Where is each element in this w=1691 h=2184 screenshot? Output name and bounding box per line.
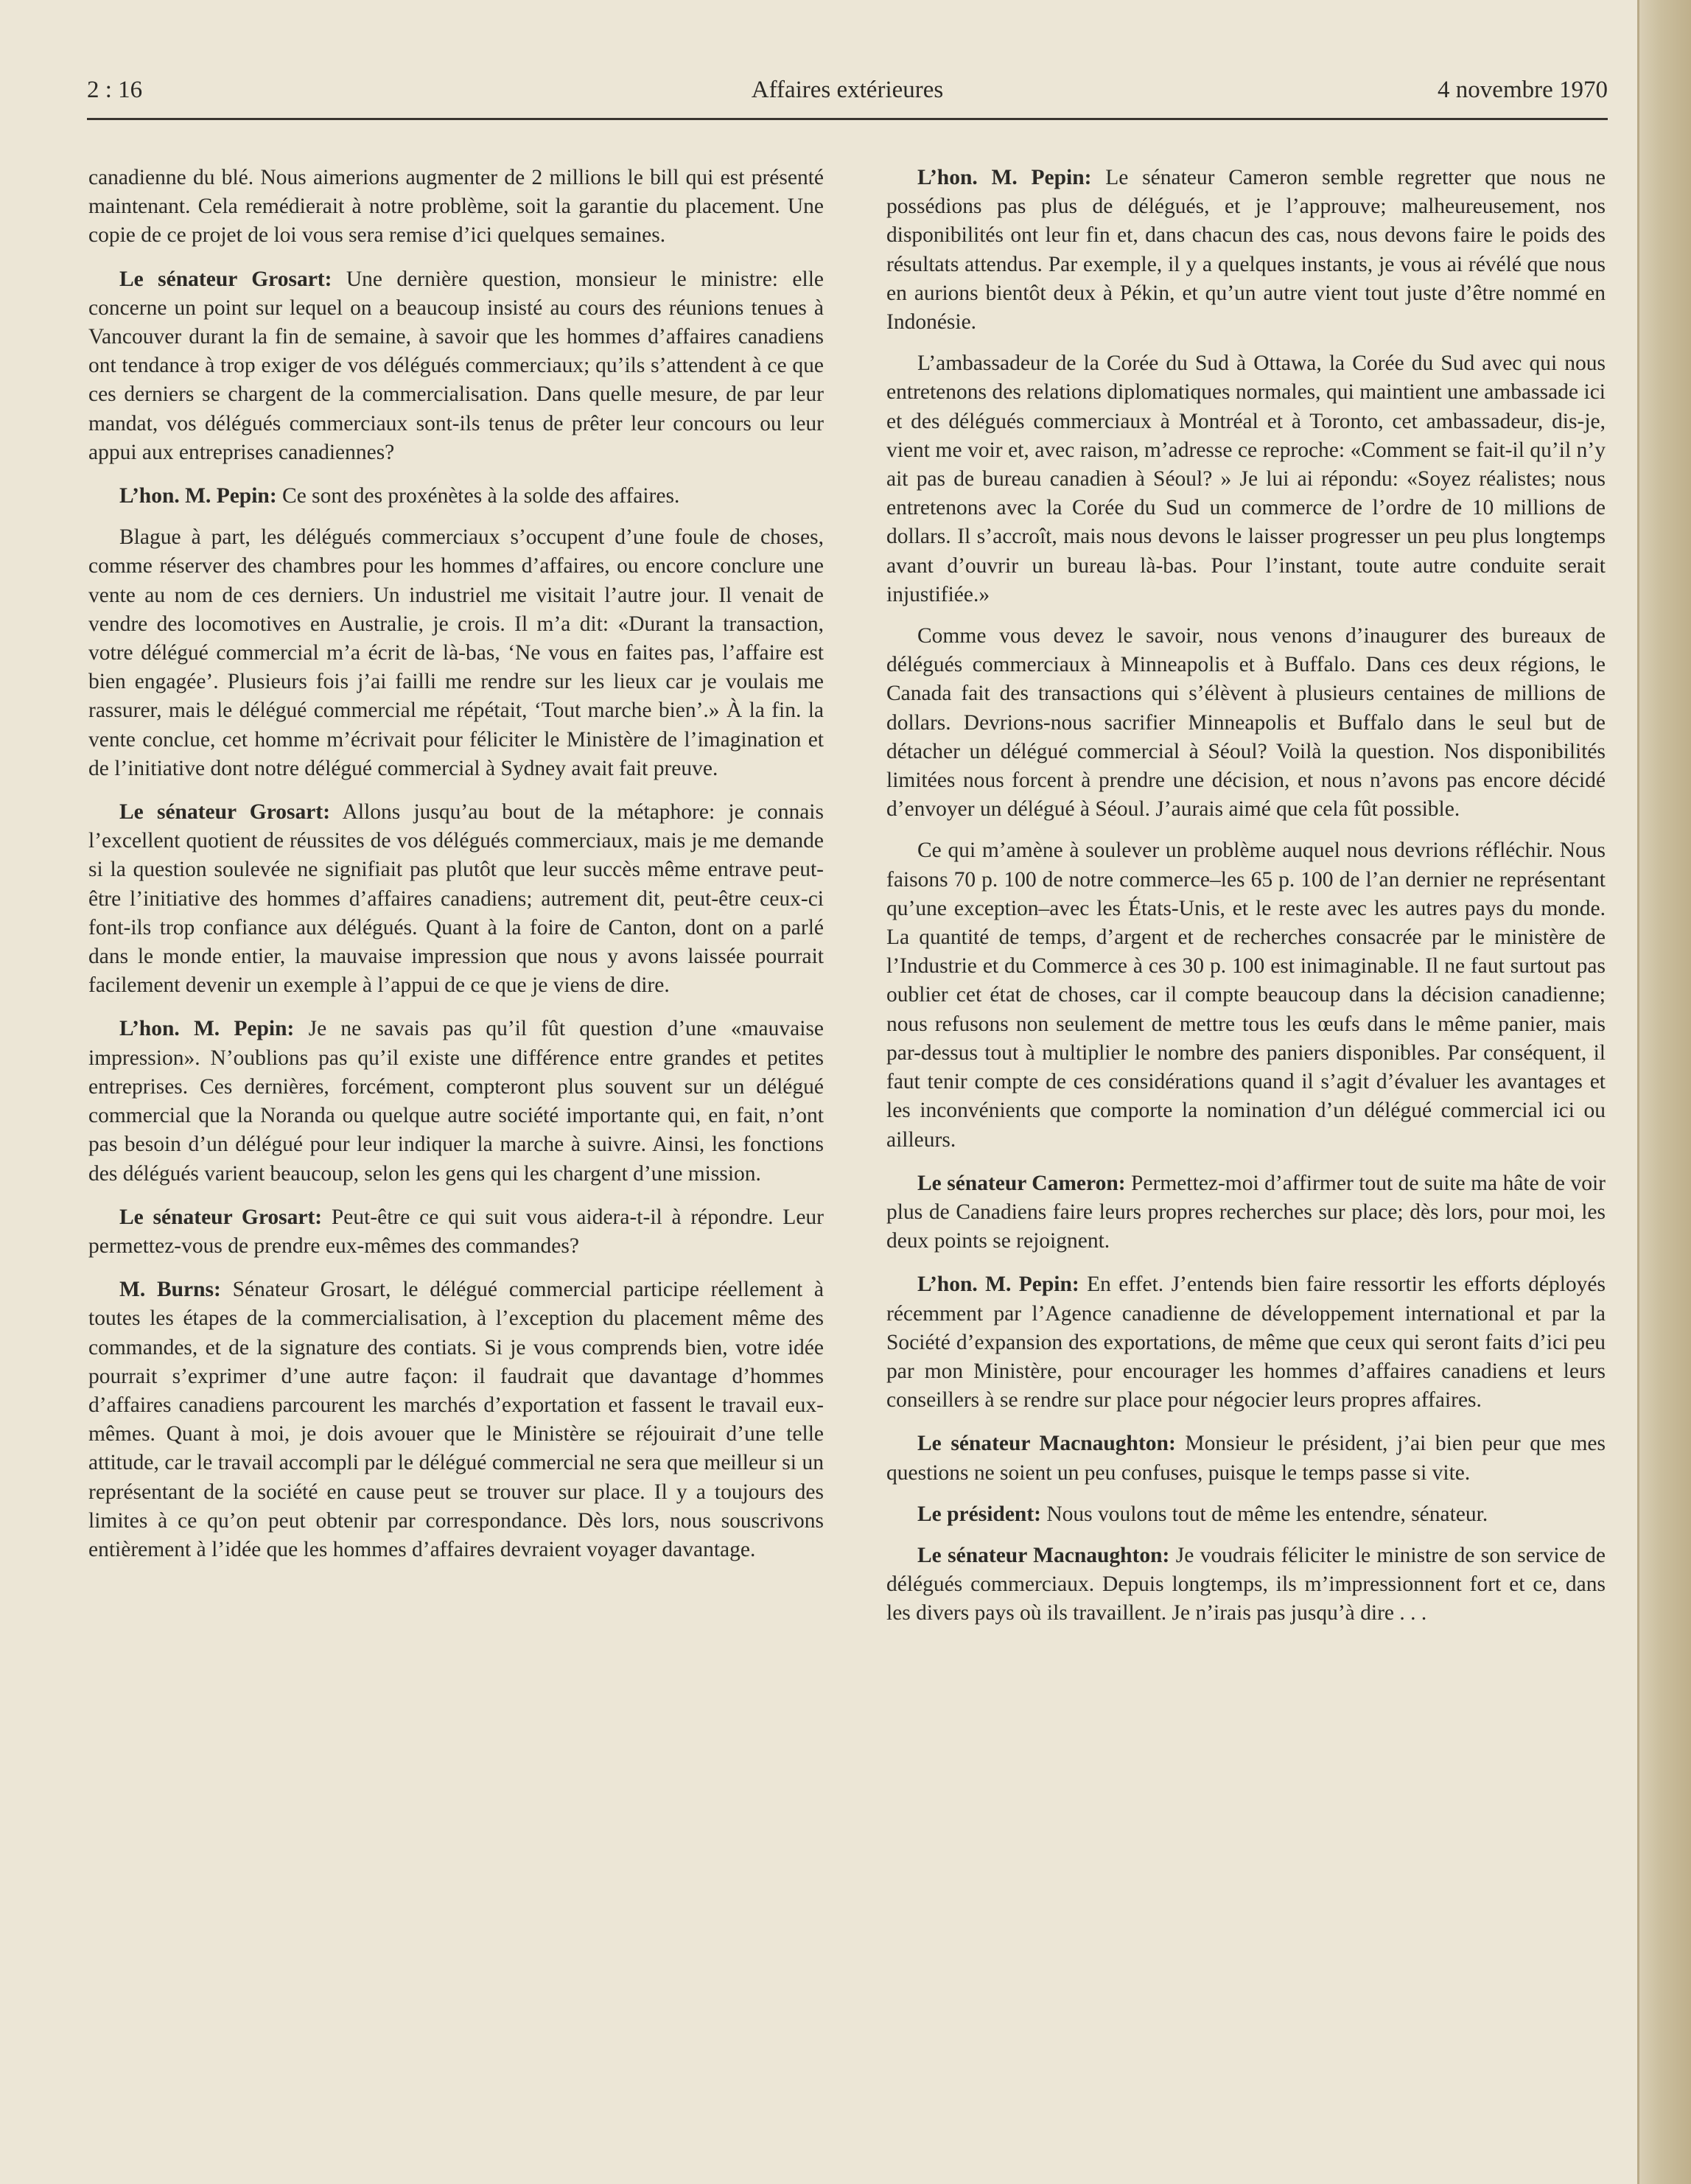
paragraph-text: canadienne du blé. Nous aimerions augmenter de 2 millions le bill qui est présenté maintenant. Cela remédierait à notre problème, soit la garantie du placement. Une copie de ce projet de loi vous sera remise d’ici quelques semaines.: [88, 166, 824, 248]
paragraph: [88, 1015, 824, 1188]
paragraph: [88, 265, 824, 467]
paragraph: [88, 164, 824, 251]
paragraph-text: Blague à part, les délégués commerciaux s’occupent d’une foule de choses, comme réserver des chambres pour les hommes d’affaires, ou encore conclure une vente au nom de ces derniers. Un industriel me visitait l’autre jour. Il venait de vendre des locomotives en Australie, je crois. Il m’a dit: «Durant la transaction, votre délégué commercial m’a écrit de là-bas, ‘Ne vous en faites pas, l’affaire est bien engagée’. Plusieurs fois j’ai failli me rendre sur les lieux car je voulais me rassurer, mais le délégué commercial me répétait, ‘Tout marche bien’.» À la fin. la vente conclue, cet homme m’écrivait pour féliciter le Ministère de l’imagination et de l’initiative dont notre délégué commercial à Sydney avait fait preuve.: [88, 525, 824, 780]
paragraph: [886, 164, 1606, 337]
speaker-name: L’hon. M. Pepin:: [119, 1017, 295, 1041]
paragraph-text: L’ambassadeur de la Corée du Sud à Ottawa, la Corée du Sud avec qui nous entretenons des relations diplomatiques normales, qui maintient une ambassade ici et des délégués commerciaux à Montréal et à Toronto, cet ambassadeur, dis-je, vient me voir et, avec raison, m’adresse ce reproche: «Comment se fait-il qu’il n’y ait pas de bureau canadien à Séoul? » Je lui ai répondu: «Soyez réalistes; nous entretenons avec la Corée du Sud un commerce de l’ordre de 10 millions de dollars. Il s’accroît, mais nous devons le laisser progresser un peu plus longtemps avant d’ouvrir un bureau là-bas. Pour l’instant, toute autre conduite serait injustifiée.»: [886, 351, 1606, 606]
speaker-name: Le sénateur Cameron:: [917, 1171, 1126, 1195]
speaker-name: Le sénateur Grosart:: [119, 1205, 323, 1229]
paragraph: [886, 349, 1606, 609]
paragraph-text: Peut-être ce qui suit vous aidera-t-il à répondre. Leur permettez-vous de prendre eux-mêmes des commandes?: [88, 1205, 824, 1258]
left-column: [88, 164, 824, 1577]
paragraph: [886, 1500, 1606, 1529]
paragraph: [886, 1169, 1606, 1256]
right-column: [886, 164, 1606, 1641]
paragraph-text: Comme vous devez le savoir, nous venons d’inaugurer des bureaux de délégués commerciaux à Minneapolis et à Buffalo. Dans ces deux régions, le Canada fait des transactions qui s’élèvent à plusieurs centaines de millions de dollars. Devrions-nous sacrifier Minneapolis et Buffalo dans le seul but de détacher un délégué commercial à Séoul? Voilà la question. Nos disponibilités limitées nous forcent à prendre une décision, et nous n’avons pas encore décidé d’envoyer un délégué à Séoul. J’aurais aimé que cela fût possible.: [886, 624, 1606, 822]
speaker-name: M. Burns:: [119, 1278, 221, 1302]
paragraph: [886, 1541, 1606, 1628]
paragraph: [88, 482, 824, 511]
paragraph: [88, 1275, 824, 1564]
speaker-name: Le président:: [917, 1502, 1041, 1526]
paragraph: [88, 523, 824, 783]
speaker-name: L’hon. M. Pepin:: [917, 1273, 1079, 1297]
paragraph-text: Ce qui m’amène à soulever un problème auquel nous devrions réfléchir. Nous faisons 70 p. 100 de notre commerce–les 65 p. 100 de l’an dernier ne représentant qu’une exception–avec les États-Unis, et le reste avec les autres pays du monde. La quantité de temps, d’argent et de recherches consacrée par le ministère de l’Industrie et du Commerce à ces 30 p. 100 est inimaginable. Il ne faut surtout pas oublier cet état de choses, car il compte beaucoup dans la décision canadienne; nous refusons non seulement de mettre tous les œufs dans le même panier, mais par-dessus tout à multiplier le nombre des paniers disponibles. Par conséquent, il faut tenir compte de ces considérations quand il s’agit d’évaluer les avantages et les inconvénients que comporte la nomination d’un délégué commercial ici ou ailleurs.: [886, 839, 1606, 1152]
publication-title: Affaires extérieures: [751, 77, 944, 103]
paragraph-text: Allons jusqu’au bout de la métaphore: je connais l’excellent quotient de réussites de vos délégués commerciaux, mais je me demande si la question soulevée ne signifiait pas plutôt que leur succès même entrave peut-être l’initiative des hommes d’affaires canadiens; autrement dit, peut-être ceux-ci font-ils trop confiance aux délégués. Quant à la foire de Canton, dont on a parlé dans le monde entier, la mauvaise impression que nous y avons laissée pourrait facilement devenir un exemple à l’appui de ce que je viens de dire.: [88, 800, 824, 998]
page-number: 2 : 16: [87, 77, 143, 103]
paragraph: [886, 622, 1606, 824]
paragraph-text: En effet. J’entends bien faire ressortir les efforts déployés récemment par l’Agence canadienne de développement international et par la Société d’expansion des exportations, de même que ceux qui seront faits d’ici peu par mon Ministère, pour encourager les hommes d’affaires canadiens et leurs conseillers à se rendre sur place pour négocier leurs propres affaires.: [886, 1273, 1606, 1413]
speaker-name: L’hon. M. Pepin:: [917, 166, 1092, 189]
header-rule: [87, 118, 1608, 120]
issue-date: 4 novembre 1970: [1438, 77, 1608, 103]
running-header: [87, 77, 1608, 121]
speaker-name: Le sénateur Grosart:: [119, 800, 331, 825]
paragraph-text: Permettez-moi d’affirmer tout de suite ma hâte de voir plus de Canadiens faire leurs propres recherches sur place; dès lors, pour moi, les deux points se rejoignent.: [886, 1171, 1606, 1253]
paragraph: [88, 798, 824, 1000]
speaker-name: L’hon. M. Pepin:: [119, 484, 277, 508]
paragraph-text: Sénateur Grosart, le délégué commercial participe réellement à toutes les étapes de la commercialisation, à l’exception du placement même des commandes, et de la signature des contiats. Si je vous comprends bien, votre idée pourrait s’exprimer d’une autre façon: il faudrait que davantage d’hommes d’affaires canadiens parcourent les marchés d’exportation et fassent le travail eux-mêmes. Quant à moi, je dois avouer que le Ministère se réjouirait d’une telle attitude, car le travail accompli par le délégué commercial ne sera que meilleur si un représentant de la société en cause peut se trouver sur place. Il y a toujours des limites à ce qu’on peut obtenir par correspondance. Dès lors, nous souscrivons entièrement à l’idée que les hommes d’affaires devraient voyager davantage.: [88, 1278, 824, 1561]
speaker-name: Le sénateur Macnaughton:: [917, 1543, 1170, 1567]
paragraph: [886, 1270, 1606, 1415]
paragraph: [886, 836, 1606, 1154]
speaker-name: Le sénateur Grosart:: [119, 267, 332, 291]
paragraph-text: Nous voulons tout de même les entendre, sénateur.: [1040, 1502, 1488, 1526]
paragraph: [88, 1203, 824, 1261]
paragraph-text: Je voudrais féliciter le ministre de son service de délégués commerciaux. Depuis longtemps, ils m’impressionnent fort et ce, dans les divers pays où ils travaillent. Je n’irais pas jusqu’à dire . . .: [886, 1543, 1606, 1625]
page-edge-strip: [1639, 0, 1691, 2184]
paragraph-text: Ce sont des proxénètes à la solde des affaires.: [276, 484, 680, 508]
paragraph: [886, 1429, 1606, 1487]
speaker-name: Le sénateur Macnaughton:: [917, 1432, 1176, 1456]
paragraph-text: Monsieur le président, j’ai bien peur que mes questions ne soient un peu confuses, puisque le temps passe si vite.: [886, 1432, 1606, 1485]
paragraph-text: Je ne savais pas qu’il fût question d’une «mauvaise impression». N’oublions pas qu’il existe une différence entre grandes et petites entreprises. Ces dernières, forcément, compteront plus souvent sur un délégué commercial que la Noranda ou quelque autre société importante qui, en fait, n’ont pas besoin d’un délégué pour leur indiquer la marche à suivre. Ainsi, les fonctions des délégués varient beaucoup, selon les gens qui les chargent d’une mission.: [88, 1017, 824, 1186]
paragraph-text: Une dernière question, monsieur le ministre: elle concerne un point sur lequel on a beaucoup insisté au cours des réunions tenues à Vancouver durant la fin de semaine, à savoir que les hommes d’affaires canadiens ont tendance à trop exiger de vos délégués commerciaux; qu’ils s’attendent à ce que ces derniers se chargent de la commercialisation. Dans quelle mesure, de par leur mandat, vos délégués commerciaux sont-ils tenus de prêter leur concours ou leur appui aux entreprises canadiennes?: [88, 267, 824, 464]
paragraph-text: Le sénateur Cameron semble regretter que nous ne possédions pas plus de délégués, et je l’approuve; malheureusement, nos disponibilités ont leur fin et, dans chacun des cas, nous devons faire le poids des résultats attendus. Par exemple, il y a quelques instants, je vous ai révélé que nous en aurions bientôt deux à Pékin, et qu’un autre vient tout juste d’être nommé en Indonésie.: [886, 166, 1606, 335]
